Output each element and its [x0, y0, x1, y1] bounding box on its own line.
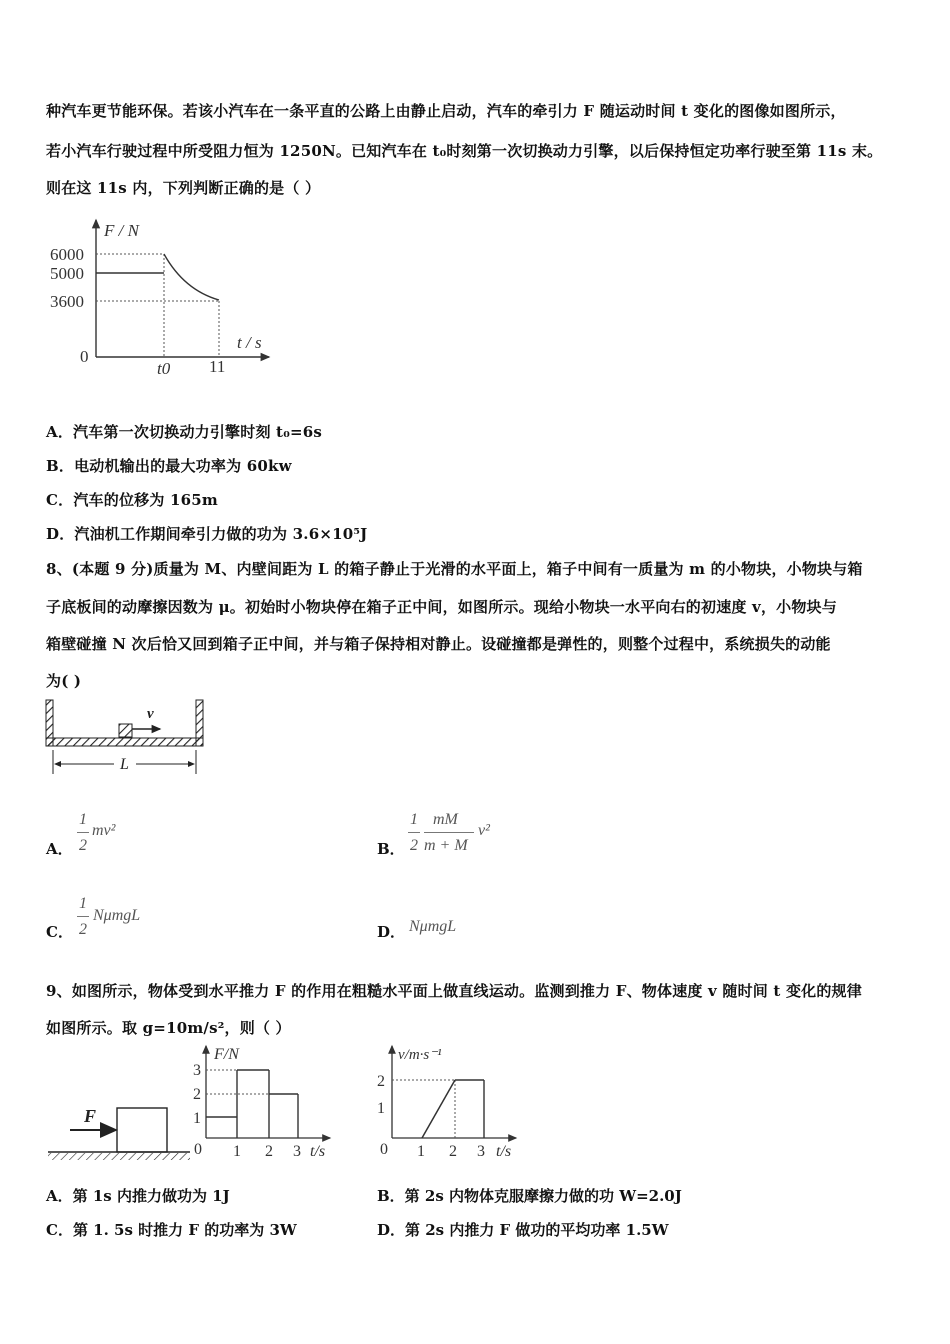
- q9-block-figure: [44, 1100, 194, 1164]
- q7-option-d[interactable]: D．汽油机工作期间牵引力做的功为 3.6×10⁵J: [46, 525, 368, 543]
- q8-option-b-numerator: 1: [410, 811, 418, 828]
- q7-text-line-2: 若小汽车行驶过程中所受阻力恒为 1250N。已知汽车在 t₀时刻第一次切换动力引擎，以后保持恒定功率行驶至第 11s 末。: [46, 142, 883, 160]
- q9-text-line-2: 如图所示。取 g=10m/s²，则（ ）: [46, 1019, 291, 1037]
- q7-option-a[interactable]: A．汽车第一次切换动力引擎时刻 t₀=6s: [46, 423, 323, 441]
- q8-option-a-fraction-bar: [77, 832, 89, 833]
- q7-y-tick-3600: 3600: [50, 292, 84, 311]
- q9-velocity-time-graph: [372, 1042, 522, 1166]
- q8-option-a-expression: mv²: [92, 822, 116, 839]
- q9-option-c[interactable]: C．第 1. 5s 时推力 F 的功率为 3W: [46, 1221, 297, 1239]
- q9-option-b[interactable]: B．第 2s 内物体克服摩擦力做的功 W=2.0J: [377, 1187, 682, 1205]
- q9f-origin-label: 0: [194, 1141, 202, 1158]
- q9f-x-tick-1: 1: [233, 1143, 241, 1160]
- q9v-x-tick-1: 1: [417, 1143, 425, 1160]
- q7-force-time-graph: [44, 214, 274, 380]
- q8-option-b-denominator: 2: [410, 837, 418, 854]
- q8-text-line-4: 为( ): [46, 672, 82, 690]
- q9v-y-axis-label: v/m·s⁻¹: [398, 1047, 442, 1063]
- q7-y-axis-label: F / N: [104, 221, 139, 240]
- q8-option-b-label[interactable]: B．: [377, 840, 405, 858]
- q8-option-c-label[interactable]: C．: [46, 923, 73, 941]
- q8-option-b-mass-numerator: mM: [433, 811, 458, 828]
- q8-option-b-expression: v²: [478, 822, 490, 839]
- q8-option-a-label[interactable]: A．: [46, 840, 73, 858]
- q9v-x-tick-2: 2: [449, 1143, 457, 1160]
- q8-box-figure: [44, 698, 214, 778]
- q7-x-tick-t0: t0: [157, 359, 171, 378]
- q8-option-a-denominator: 2: [79, 837, 87, 854]
- q9v-x-axis-label: t/s: [496, 1143, 512, 1160]
- q7-y-tick-6000: 6000: [50, 245, 84, 264]
- q8-option-b-mass-denominator: m + M: [424, 837, 468, 854]
- q8-option-b-fraction-bar: [408, 832, 420, 833]
- q9f-y-axis-label: F/N: [214, 1046, 239, 1063]
- q9v-ramp: [422, 1080, 455, 1138]
- q8-text-line-3: 箱壁碰撞 N 次后恰又回到箱子正中间，并与箱子保持相对静止。设碰撞都是弹性的，则整个过程中，系统损失的动能: [46, 635, 831, 653]
- q8-text-line-2: 子底板间的动摩擦因数为 μ。初始时小物块停在箱子正中间，如图所示。现给小物块一水平向右的初速度 v，小物块与: [46, 598, 837, 616]
- q9f-y-tick-2: 2: [193, 1086, 201, 1103]
- q9f-x-tick-2: 2: [265, 1143, 273, 1160]
- q8-option-b-mass-fraction-bar: [424, 832, 474, 833]
- q8-text-line-1: 8、(本题 9 分)质量为 M、内壁间距为 L 的箱子静止于光滑的水平面上，箱子中间有一质量为 m 的小物块，小物块与箱: [46, 560, 863, 578]
- q8-option-c-expression: NμmgL: [93, 907, 141, 924]
- q9f-x-tick-3: 3: [293, 1143, 301, 1160]
- q9-force-label: F: [84, 1106, 97, 1126]
- q7-force-curve: [164, 254, 219, 300]
- q8-small-block: [119, 724, 132, 737]
- q8-option-c-numerator: 1: [79, 895, 87, 912]
- q8-velocity-label: v: [147, 706, 154, 722]
- q8-option-a-numerator: 1: [79, 811, 87, 828]
- q9-ground-hatch: [48, 1153, 190, 1160]
- q9v-y-tick-2: 2: [377, 1073, 385, 1090]
- q7-text-line-1: 种汽车更节能环保。若该小汽车在一条平直的公路上由静止启动，汽车的牵引力 F 随运动时间 t 变化的图像如图所示，: [46, 102, 846, 120]
- q8-option-d-label[interactable]: D．: [377, 923, 406, 941]
- q7-x-tick-11: 11: [209, 357, 226, 376]
- q7-text-line-3: 则在这 11s 内，下列判断正确的是（ ）: [46, 179, 321, 197]
- q7-origin-label: 0: [80, 347, 89, 366]
- q7-y-tick-5000: 5000: [50, 264, 84, 283]
- q8-option-c-fraction-bar: [77, 916, 89, 917]
- q9v-y-tick-1: 1: [377, 1100, 385, 1117]
- q9f-y-tick-1: 1: [193, 1110, 201, 1127]
- q9-block: [117, 1108, 167, 1152]
- q9-option-a[interactable]: A．第 1s 内推力做功为 1J: [46, 1187, 230, 1205]
- q8-length-label: L: [120, 756, 129, 773]
- q7-option-b[interactable]: B．电动机输出的最大功率为 60kw: [46, 457, 292, 475]
- q8-option-c-denominator: 2: [79, 921, 87, 938]
- q9v-x-tick-3: 3: [477, 1143, 485, 1160]
- q7-option-c[interactable]: C．汽车的位移为 165m: [46, 491, 218, 509]
- q9f-y-tick-3: 3: [193, 1062, 201, 1079]
- q9f-x-axis-label: t/s: [310, 1143, 326, 1160]
- q9-option-d[interactable]: D．第 2s 内推力 F 做功的平均功率 1.5W: [377, 1221, 669, 1239]
- q7-x-axis-label: t / s: [237, 333, 262, 352]
- q8-box-floor: [46, 738, 203, 746]
- q9-text-line-1: 9、如图所示，物体受到水平推力 F 的作用在粗糙水平面上做直线运动。监测到推力 F、物体速度 v 随时间 t 变化的规律: [46, 982, 862, 1000]
- q9-force-time-graph: [186, 1042, 336, 1166]
- q8-option-d-expression: NμmgL: [409, 918, 457, 935]
- q9v-origin-label: 0: [380, 1141, 388, 1158]
